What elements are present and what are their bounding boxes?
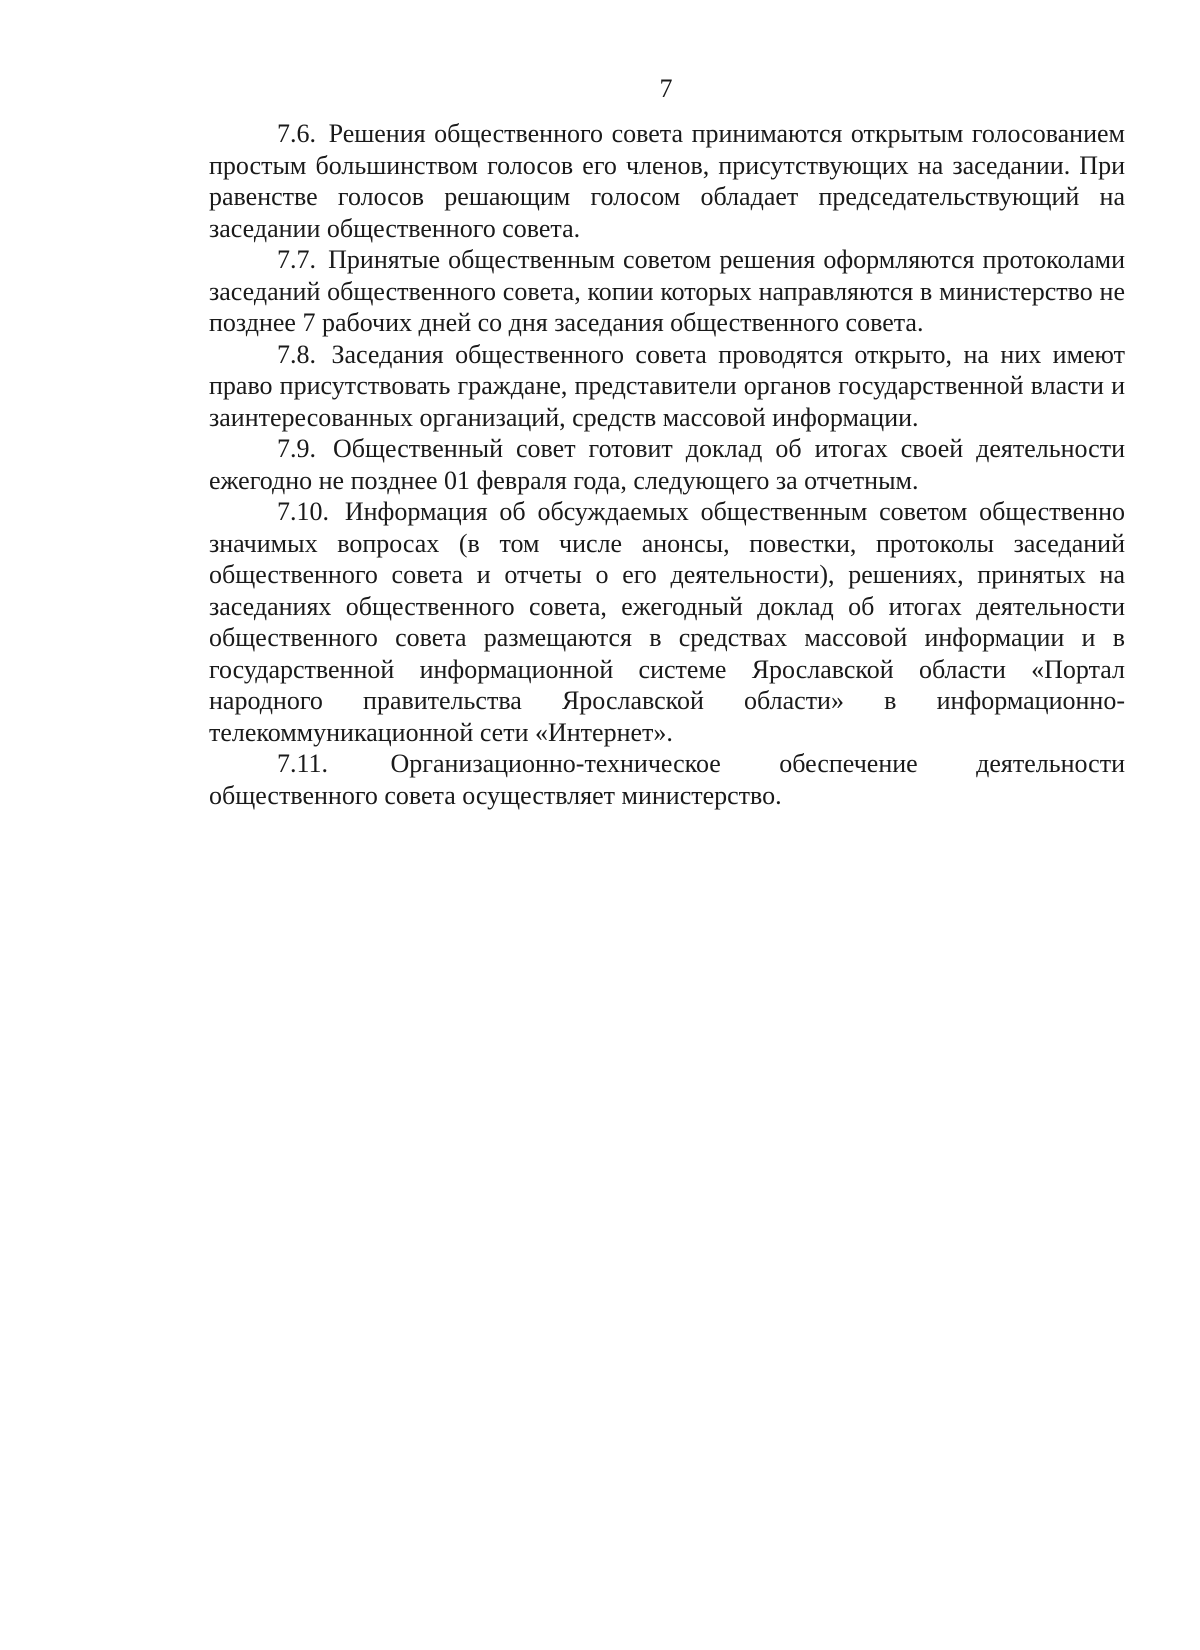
paragraph-7-7 [209, 244, 1125, 339]
paragraph-7-9 [209, 433, 1125, 496]
document-body [209, 118, 1125, 811]
paragraph-number: 7.9. [277, 434, 316, 463]
paragraph-7-6 [209, 118, 1125, 244]
paragraph-number: 7.11. [277, 749, 329, 778]
paragraph-text: Принятые общественным советом решения оформляются протоколами заседаний общественного совета, копии которых направляются в министерство не позднее 7 рабочих дней со дня заседания общественного совета. [209, 245, 1125, 337]
paragraph-7-10 [209, 496, 1125, 748]
paragraph-number: 7.8. [277, 339, 316, 369]
page-number: 7 [659, 74, 673, 103]
paragraph-text: Общественный совет готовит доклад об итогах своей деятельности ежегодно не позднее 01 февраля года, следующего за отчетным. [209, 434, 1125, 495]
paragraph-7-11 [209, 748, 1125, 811]
paragraph-text: Организационно-техническое обеспечение деятельности общественного совета осуществляет министерство. [209, 749, 1125, 810]
paragraph-7-8 [209, 339, 1125, 434]
paragraph-number: 7.6. [277, 119, 316, 148]
paragraph-text: Заседания общественного совета проводятся открыто, на них имеют право присутствовать граждане, представители органов государственной власти и заинтересованных организаций, средств массовой информации. [209, 339, 1126, 432]
paragraph-text: Информация об обсуждаемых общественным советом общественно значимых вопросах (в том числе анонсы, повестки, протоколы заседаний общественного совета и отчеты о его деятельности), решениях, принятых на заседаниях общественного совета, ежегодный доклад об итогах деятельности общественного совета размещаются в средствах массовой информации и в государственной информационной системе Ярославской области «Портал народного правительства Ярославской области» в информационно-телекоммуникационной сети «Интернет». [209, 497, 1125, 747]
paragraph-text: Решения общественного совета принимаются открытым голосованием простым большинством голосов его членов, присутствующих на заседании. При равенстве голосов решающим голосом обладает председательствующий на заседании общественного совета. [209, 119, 1125, 243]
paragraph-number: 7.10. [277, 497, 329, 526]
paragraph-number: 7.7. [277, 245, 316, 274]
